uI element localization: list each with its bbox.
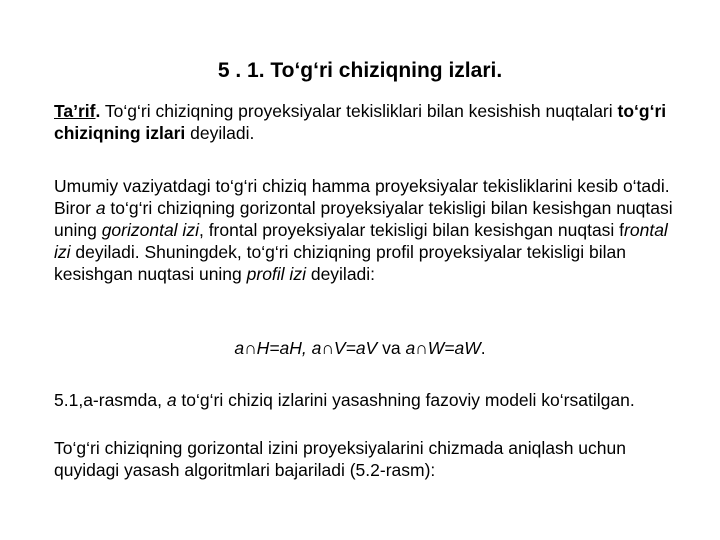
figure-note-text-1: 5.1,a-rasmda,	[54, 390, 167, 410]
definition-term: Ta’rif	[54, 101, 96, 121]
general-text-4: deyiladi. Shuningdek, to‘g‘ri chiziqning profil proyeksiyalar tekisligi bilan kesishgan nuqtasi uning	[54, 242, 626, 284]
profile-trace-term: profil izi	[246, 264, 306, 284]
definition-text-2: deyiladi.	[185, 123, 255, 143]
general-text-5: deyiladi:	[305, 264, 376, 284]
frontal-trace-term: rontal izi	[54, 220, 668, 262]
figure-note-text-2: to‘g‘ri chiziq izlarini yasashning fazoviy modeli ko‘rsatilgan.	[176, 390, 635, 410]
formula-va: va	[377, 338, 406, 358]
general-paragraph	[54, 175, 684, 285]
formula-part-2: a∩W=aW	[405, 338, 481, 358]
formula-part-1: a∩H=aH, a∩V=aV	[234, 338, 378, 358]
figure-note-a-italic: a	[166, 390, 177, 410]
formula-line	[0, 337, 720, 359]
definition-bold-term: to‘g‘ri chiziqning izlari	[54, 101, 667, 143]
general-text-1: Umumiy vaziyatdagi to‘g‘ri chiziq hamma proyeksiyalar tekisliklarini kesib o‘tadi. Biror	[54, 176, 670, 218]
slide-title: 5 . 1. To‘g‘ri chiziqning izlari.	[217, 59, 503, 82]
algorithm-note-paragraph: To‘g‘ri chiziqning gorizontal izini proyeksiyalarini chizmada aniqlash uchun quyidagi yasash algoritmlari bajariladi (5.2-rasm):	[54, 438, 626, 480]
figure-note-paragraph	[54, 389, 684, 411]
general-text-2: to‘g‘ri chiziqning gorizontal proyeksiyalar tekisligi bilan kesishgan nuqtasi uning	[54, 198, 673, 240]
formula-end: .	[480, 338, 486, 358]
definition-term-punct: .	[95, 101, 101, 121]
general-text-3: , frontal proyeksiyalar tekisligi bilan kesishgan nuqtasi f	[198, 220, 625, 240]
horizontal-trace-term: gorizontal izi	[101, 220, 199, 240]
definition-paragraph	[54, 100, 684, 144]
definition-text-1: To‘g‘ri chiziqning proyeksiyalar tekisliklari bilan kesishish nuqtalari	[100, 101, 618, 121]
general-a-italic: a	[95, 198, 106, 218]
